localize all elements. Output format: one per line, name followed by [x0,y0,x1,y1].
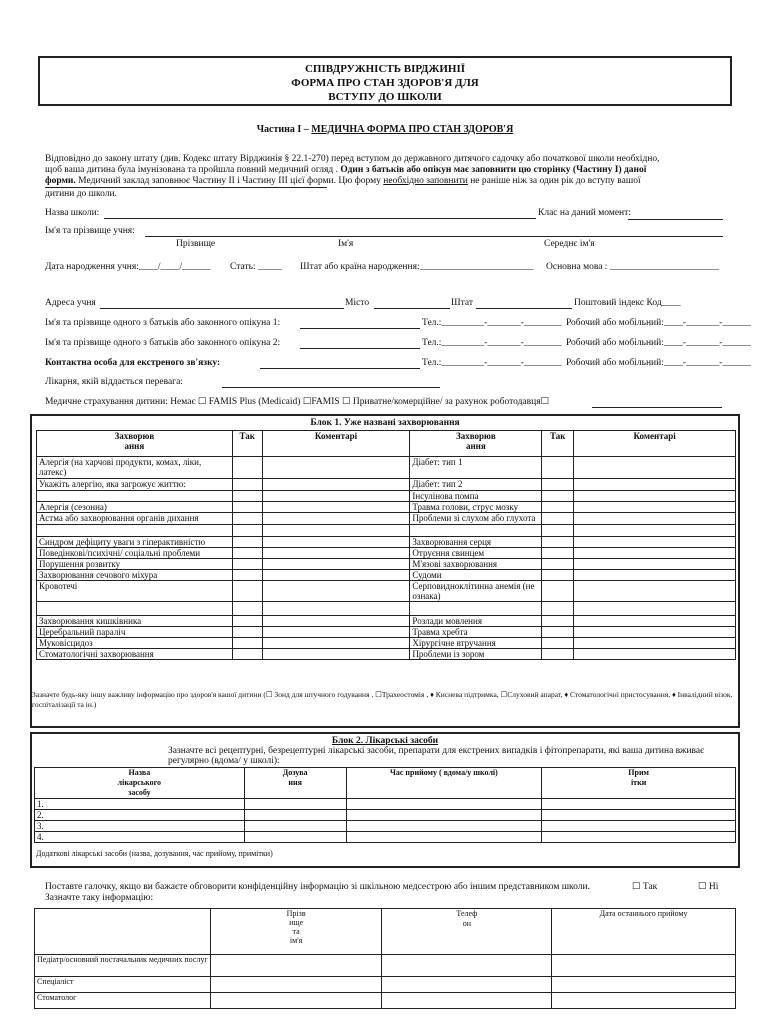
b1-right-disease: Травма хребта [410,627,542,638]
b1-row [37,479,736,491]
contacts-row [35,955,736,977]
b1-right-disease: Проблеми зі слухом або глухота [410,513,542,525]
b1-right-yes[interactable] [542,581,574,602]
contacts-header-phone: Телеф он [382,909,552,955]
b1-row [37,616,736,627]
b1-left-yes[interactable] [232,548,262,559]
language-field[interactable]: Основна мова : _______________________ [546,262,720,272]
b1-left-yes[interactable] [232,479,262,491]
b1-right-yes[interactable] [542,548,574,559]
b1-left-disease [37,602,233,616]
b1-row [37,525,736,537]
b1-right-disease: Розлади мовлення [410,616,542,627]
parent2-phone[interactable]: Тел.:_________-_______-________ [422,338,562,348]
b2-cell[interactable] [542,799,736,810]
emergency-phone[interactable]: Тел.:_________-_______-________ [422,358,562,368]
b1-header-yes-right: Так [542,431,574,457]
part-title [0,124,770,135]
b1-right-yes[interactable] [542,525,574,537]
b1-right-yes[interactable] [542,479,574,491]
b2-cell[interactable] [346,799,542,810]
b1-right-comment[interactable] [574,479,736,491]
b1-left-comment[interactable] [262,537,410,548]
emergency-label: Контактна особа для екстреного зв'язку: [45,358,221,368]
b1-left-yes[interactable] [232,616,262,627]
sex-field[interactable]: Стать: _____ [230,262,282,272]
b2-header-time: Час прийому ( вдома/у школі) [346,768,542,799]
b2-cell[interactable] [542,810,736,821]
b1-left-comment[interactable] [262,570,410,581]
contacts-cell[interactable] [210,955,382,977]
intro-line-2a: щоб ваша дитина була імунізована та пройшла повний медичний огляд . [45,165,341,175]
b1-row [37,649,736,660]
state-input[interactable] [476,308,572,309]
b1-left-comment[interactable] [262,616,410,627]
b1-header-comments-right: Коментарі [574,431,736,457]
contacts-row-label: Стоматолог [35,993,211,1009]
b1-left-disease: Церебральний параліч [37,627,233,638]
intro-line-3b: Медичний заклад заповнює Частину II і Частину III цієї форми. Цю форму [75,176,384,186]
grade-label: Клас на даний момент: [538,208,631,218]
b1-right-comment[interactable] [574,502,736,513]
state-label: Штат [451,298,473,308]
b2-row [35,832,736,843]
b1-left-comment[interactable] [262,548,410,559]
block2-title: Блок 2. Лікарські засоби [331,736,439,746]
parent1-phone[interactable]: Тел.:_________-_______-________ [422,318,562,328]
b1-right-yes[interactable] [542,627,574,638]
header-line-2: ФОРМА ПРО СТАН ЗДОРОВ'Я ДЛЯ [291,77,479,89]
b1-right-comment[interactable] [574,548,736,559]
b1-header-disease-left: Захворюв ання [37,431,233,457]
b1-row [37,548,736,559]
b1-right-disease: Діабет: тип 1 [410,457,542,479]
doctor-input[interactable] [222,387,440,388]
consent-line-2: Зазначте таку інформацію: [45,893,154,903]
b1-right-yes[interactable] [542,602,574,616]
b1-left-comment[interactable] [262,559,410,570]
parent2-label: Ім'я та прізвище одного з батьків або законного опікуна 2: [45,338,281,348]
student-name-label: Ім'я та прізвище учня: [45,226,135,236]
parent2-work[interactable]: Робочий або мобільний:____-_______-______ [566,338,751,348]
b2-cell[interactable] [542,832,736,843]
b2-cell[interactable] [244,821,346,832]
school-name-input[interactable] [104,218,536,219]
b2-cell[interactable] [244,832,346,843]
b1-right-yes[interactable] [542,559,574,570]
b1-right-yes[interactable] [542,502,574,513]
b2-header-name: Назва лікарського засобу [35,768,245,799]
b1-row [37,491,736,502]
b1-left-disease: Порушення розвитку [37,559,233,570]
b1-right-comment[interactable] [574,581,736,602]
b2-row-number: 3. [35,821,245,832]
zip-field[interactable]: Поштовий індекс Код____ [574,298,681,308]
b1-left-yes[interactable] [232,581,262,602]
intro-underline [45,187,327,188]
b1-left-yes[interactable] [232,602,262,616]
b1-left-disease: Алергія (на харчові продукти, комах, ліки, латекс) [37,457,233,479]
b1-left-disease: Укажіть алергію, яка загрожує життю: [37,479,233,491]
intro-line-2 [45,165,646,176]
b1-right-comment[interactable] [574,649,736,660]
b1-left-yes[interactable] [232,457,262,479]
block2-table [34,767,736,843]
b1-left-disease: Захворювання кишківника [37,616,233,627]
b2-header-dose: Дозува ння [244,768,346,799]
b1-left-yes[interactable] [232,649,262,660]
contacts-cell[interactable] [210,977,382,993]
b1-left-disease: Захворювання сечового міхура [37,570,233,581]
b1-left-yes[interactable] [232,570,262,581]
b1-left-comment[interactable] [262,502,410,513]
contacts-cell[interactable] [552,955,736,977]
b1-right-comment[interactable] [574,627,736,638]
b2-cell[interactable] [346,821,542,832]
consent-yes-checkbox[interactable]: ☐ Так [632,882,658,892]
b1-row [37,457,736,479]
b1-row [37,581,736,602]
b1-right-comment[interactable] [574,513,736,525]
b1-left-disease: Стоматологічні захворювання [37,649,233,660]
address-label: Адреса учня [45,298,96,308]
b1-left-comment[interactable] [262,479,410,491]
b1-right-comment[interactable] [574,602,736,616]
b1-right-comment[interactable] [574,638,736,649]
b2-row [35,799,736,810]
b1-left-disease: Синдром дефіциту уваги з гіперактивністю [37,537,233,548]
contacts-header-blank [35,909,211,955]
contacts-cell[interactable] [382,955,552,977]
b1-right-comment[interactable] [574,457,736,479]
grade-input[interactable] [628,219,723,220]
b1-right-disease: Хірургічне втручання [410,638,542,649]
intro-line-3 [45,176,641,187]
block1-other-info: Зазначте будь-яку іншу важливу інформацію про здоров'я вашої дитини (☐ Зонд для штучного годування , ☐Трахеостомія , ♦ Киснева підтримка, ☐Слуховий апарат, ♦ Стоматологічні пристосування, ♦ Інвалідний візок, госпіталізації та ін.) [32,690,733,709]
b1-right-comment[interactable] [574,525,736,537]
b1-right-yes[interactable] [542,616,574,627]
consent-no-checkbox[interactable]: ☐ Ні [698,882,719,892]
b1-left-disease: Алергія (сезонна) [37,502,233,513]
b1-right-disease [410,525,542,537]
b1-right-disease: Інсулінова помпа [410,491,542,502]
b1-header-comments-left: Коментарі [262,431,410,457]
contacts-row [35,993,736,1009]
b1-row [37,502,736,513]
contacts-row-label: Спеціаліст [35,977,211,993]
city-label: Місто [345,298,370,308]
block2-desc-1: Зазначте всі рецептурні, безрецептурні лікарські засоби, препарати для екстрених випадків і фітопрепарати, які ваша дитина вживає [168,746,705,756]
b1-row [37,537,736,548]
contacts-cell[interactable] [382,993,552,1009]
header-line-3: ВСТУПУ ДО ШКОЛИ [328,91,442,103]
b1-right-yes[interactable] [542,570,574,581]
b2-row-number: 1. [35,799,245,810]
parent2-input[interactable] [300,348,420,349]
contacts-cell[interactable] [552,993,736,1009]
b1-left-comment[interactable] [262,602,410,616]
b1-row [37,559,736,570]
form-header [38,56,732,106]
b1-right-yes[interactable] [542,491,574,502]
b1-left-yes[interactable] [232,525,262,537]
contacts-row [35,977,736,993]
middle-name-caption: Середнє ім'я [544,239,595,249]
b2-cell[interactable] [244,810,346,821]
b1-left-disease: Кровотечі [37,581,233,602]
b1-left-yes[interactable] [232,638,262,649]
contacts-table [34,908,736,1009]
first-name-caption: Ім'я [338,239,354,249]
intro-line-3d: не раніше ніж за один рік до вступу вашої [467,176,641,186]
parent1-label: Ім'я та прізвище одного з батьків або законного опікуна 1: [45,318,281,328]
b1-left-comment[interactable] [262,638,410,649]
b1-right-yes[interactable] [542,457,574,479]
b2-row [35,821,736,832]
b1-left-disease: Поведінкові/психічні/ соціальні проблеми [37,548,233,559]
intro-line-3c: необхідно заповнити [383,176,468,186]
contacts-row-label: Педіатр/основний постачальник медичних послуг [35,955,211,977]
b1-left-disease: Муковісцидоз [37,638,233,649]
b1-left-yes[interactable] [232,502,262,513]
doctor-label: Лікарня, якій віддається перевага: [45,377,183,387]
intro-line-3a: форми. [45,176,76,186]
header-line-1: СПІВДРУЖНІСТЬ ВІРДЖИНІЇ [304,63,466,75]
b1-right-disease: Діабет: тип 2 [410,479,542,491]
b2-row [35,810,736,821]
b1-row [37,638,736,649]
b1-left-comment[interactable] [262,491,410,502]
b1-left-yes[interactable] [232,491,262,502]
b1-right-disease: Травма голови, струс мозку [410,502,542,513]
b1-left-yes[interactable] [232,537,262,548]
block1-table [36,430,736,660]
contacts-header-name: Прізв ище та ім'я [210,909,382,955]
b1-right-disease: Захворювання серця [410,537,542,548]
b1-right-disease: Серповидноклітинна анемія (не ознака) [410,581,542,602]
b1-left-disease: Астма або захворювання органів дихання [37,513,233,525]
b1-right-comment[interactable] [574,537,736,548]
block2-desc-2: регулярно (вдома/ у школі): [168,756,280,766]
b1-left-yes[interactable] [232,513,262,525]
surname-caption: Прізвище [176,239,216,249]
student-name-input[interactable] [145,236,723,237]
b1-header-disease-right: Захворюв ання [410,431,542,457]
b1-right-disease: Отруєння свинцем [410,548,542,559]
b1-right-yes[interactable] [542,513,574,525]
b1-right-yes[interactable] [542,649,574,660]
b1-left-comment[interactable] [262,581,410,602]
insurance-field[interactable]: Медичне страхування дитини: Немає ☐ FAMIS Plus (Medicaid) ☐FAMIS ☐ Приватне/комерційне/ за рахунок роботодавця☐ [45,397,550,407]
city-input[interactable] [374,308,450,309]
b1-row [37,602,736,616]
contacts-header-last: Дата останнього прийому [552,909,736,955]
b1-header-yes-left: Так [232,431,262,457]
contacts-cell[interactable] [382,977,552,993]
b1-right-comment[interactable] [574,616,736,627]
b2-row-number: 4. [35,832,245,843]
b1-row [37,627,736,638]
intro-line-2b: Один з батьків або опікун має заповнити цю сторінку (Частину I) даної [340,165,647,175]
part-title-text: МЕДИЧНА ФОРМА ПРО СТАН ЗДОРОВ'Я [311,124,514,135]
address-input[interactable] [100,308,344,309]
consent-line-1: Поставте галочку, якщо ви бажаєте обговорити конфіденційну інформацію зі шкільною медсестрою або іншим представником школи. [45,882,590,892]
b1-left-disease [37,491,233,502]
b1-right-disease: М'язові захворювання [410,559,542,570]
b1-left-comment[interactable] [262,627,410,638]
emergency-input[interactable] [260,368,420,369]
b1-right-yes[interactable] [542,638,574,649]
b1-right-comment[interactable] [574,570,736,581]
parent1-work[interactable]: Робочий або мобільний:____-_______-______ [566,318,751,328]
birth-place-field[interactable]: Штат або країна народження:________________________ [300,262,534,272]
b1-left-comment[interactable] [262,513,410,525]
b1-row [37,513,736,525]
b1-right-comment[interactable] [574,491,736,502]
b2-cell[interactable] [346,810,542,821]
b1-right-yes[interactable] [542,537,574,548]
emergency-work[interactable]: Робочий або мобільний:____-_______-______ [566,358,751,368]
b1-left-yes[interactable] [232,627,262,638]
b2-cell[interactable] [244,799,346,810]
block1-title: Блок 1. Уже названі захворювання [310,418,460,428]
school-name-label: Назва школи: [45,208,100,218]
b1-left-yes[interactable] [232,559,262,570]
b1-right-disease: Судоми [410,570,542,581]
b1-right-disease [410,602,542,616]
contacts-cell[interactable] [552,977,736,993]
part-title-prefix: Частина I – [256,124,312,135]
parent1-input[interactable] [300,328,420,329]
b2-cell[interactable] [346,832,542,843]
b1-left-disease [37,525,233,537]
dob-field[interactable]: Дата народження учня:____/____/______ [45,262,211,272]
b1-left-comment[interactable] [262,457,410,479]
block2-extra: Додаткові лікарські засоби (назва, дозування, час прийому, примітки) [36,849,273,858]
b1-right-comment[interactable] [574,559,736,570]
b2-row-number: 2. [35,810,245,821]
intro-line-4: дитини до школи. [45,189,117,199]
b2-header-notes: Прим ітки [542,768,736,799]
b1-left-comment[interactable] [262,649,410,660]
intro-line-1: Відповідно до закону штату (див. Кодекс штату Вірджинія § 22.1-270) перед вступом до державного дитячого садочку або початкової школи необхідно, [45,154,660,164]
contacts-cell[interactable] [210,993,382,1009]
b1-row [37,570,736,581]
b1-right-disease: Проблеми із зором [410,649,542,660]
b1-left-comment[interactable] [262,525,410,537]
b2-cell[interactable] [542,821,736,832]
insurance-input[interactable] [592,407,722,408]
